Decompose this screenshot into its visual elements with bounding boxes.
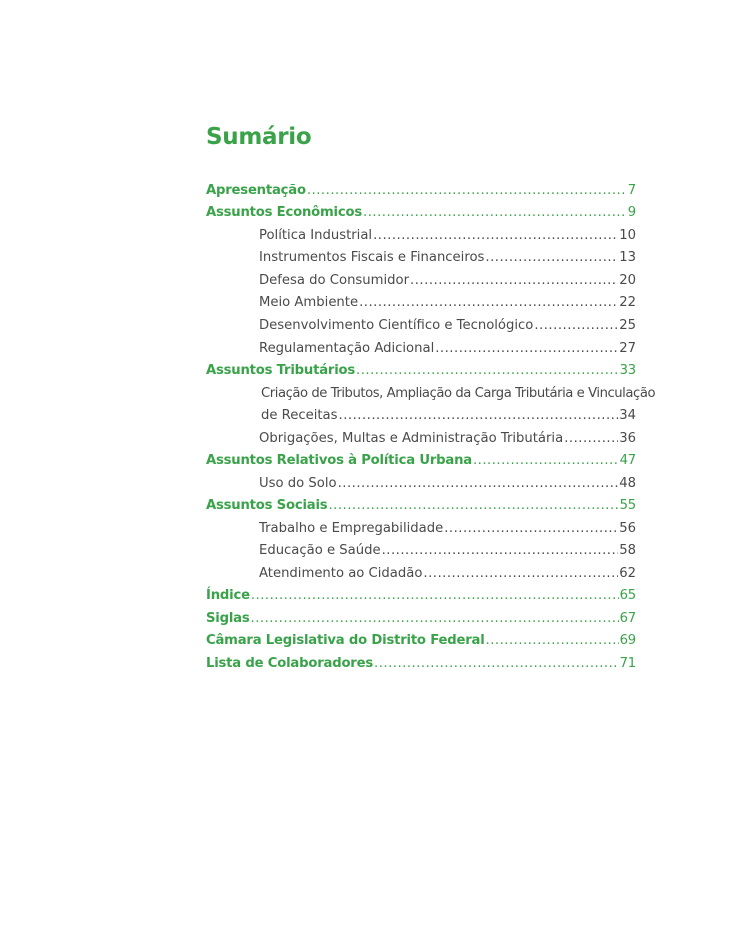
- dot-leader: [328, 497, 618, 515]
- dot-leader: [338, 475, 619, 493]
- toc-entry-label: Trabalho e Empregabilidade: [259, 521, 444, 536]
- toc-entry-label: Instrumentos Fiscais e Financeiros: [259, 250, 485, 265]
- toc-page-number: 22: [619, 295, 636, 310]
- toc-page-number: 62: [619, 566, 636, 581]
- dot-leader: [473, 452, 619, 470]
- toc-entry-defesa-consumidor[interactable]: [259, 272, 636, 290]
- toc-entry-politica-urbana[interactable]: [206, 452, 636, 470]
- page-title: Sumário: [206, 124, 312, 150]
- toc-entry-label: Regulamentação Adicional: [259, 341, 435, 356]
- toc-entry-assuntos-economicos[interactable]: [206, 204, 636, 222]
- toc-page-number: 7: [627, 183, 636, 198]
- toc-page-number: 9: [627, 205, 636, 220]
- toc-entry-label: Assuntos Econômicos: [206, 205, 363, 220]
- dot-leader: [359, 294, 618, 312]
- toc-page-number: 58: [619, 543, 636, 558]
- toc-page-number: 10: [619, 228, 636, 243]
- toc-page-number: 65: [619, 588, 636, 603]
- toc-page-number: 36: [619, 431, 636, 446]
- toc-page-number: 34: [619, 408, 636, 423]
- dot-leader: [339, 407, 619, 425]
- toc-page-number: 71: [619, 656, 636, 671]
- dot-leader: [423, 565, 618, 583]
- toc-entry-trabalho-empregabilidade[interactable]: [259, 520, 636, 538]
- toc-entry-label: Desenvolvimento Científico e Tecnológico: [259, 318, 534, 333]
- dot-leader: [251, 610, 619, 628]
- toc-entry-label: de Receitas: [261, 408, 338, 423]
- toc-page-number: 27: [619, 341, 636, 356]
- dot-leader: [534, 317, 618, 335]
- toc-page-number: 67: [619, 611, 636, 626]
- toc-entry-instrumentos-fiscais[interactable]: [259, 249, 636, 267]
- dot-leader: [374, 655, 619, 673]
- toc-entry-indice[interactable]: [206, 587, 636, 605]
- toc-page-number: 48: [619, 476, 636, 491]
- toc-page-number: 55: [619, 498, 636, 513]
- toc-entry-desenvolvimento-cientifico[interactable]: [259, 317, 636, 335]
- toc-entry-regulamentacao-adicional[interactable]: [259, 340, 636, 358]
- toc-entry-educacao-saude[interactable]: [259, 542, 636, 560]
- toc-entry-atendimento-cidadao[interactable]: [259, 565, 636, 583]
- toc-entry-assuntos-sociais[interactable]: [206, 497, 636, 515]
- toc-page-number: 20: [619, 273, 636, 288]
- dot-leader: [444, 520, 618, 538]
- toc-entry-label: Política Industrial: [259, 228, 373, 243]
- toc-page-number: 69: [619, 633, 636, 648]
- toc-page-number: 13: [619, 250, 636, 265]
- toc-entry-meio-ambiente[interactable]: [259, 294, 636, 312]
- dot-leader: [435, 340, 618, 358]
- toc-entry-lista-colaboradores[interactable]: [206, 655, 636, 673]
- toc-entry-apresentacao[interactable]: [206, 182, 636, 200]
- toc-entry-criacao-tributos-cont[interactable]: [261, 407, 636, 425]
- dot-leader: [485, 249, 618, 267]
- toc-entry-label: Assuntos Tributários: [206, 363, 356, 378]
- dot-leader: [363, 204, 627, 222]
- dot-leader: [382, 542, 619, 560]
- dot-leader: [307, 182, 627, 200]
- toc-entry-label: Índice: [206, 588, 250, 603]
- toc-entry-label: Obrigações, Multas e Administração Tributária: [259, 431, 564, 446]
- toc-entry-camara-legislativa[interactable]: [206, 632, 636, 650]
- toc-entry-obrigacoes-multas[interactable]: [259, 430, 636, 448]
- dot-leader: [410, 272, 618, 290]
- toc-page-number: 25: [619, 318, 636, 333]
- toc-entry-uso-solo[interactable]: [259, 475, 636, 493]
- toc-entry-label: Lista de Colaboradores: [206, 656, 373, 671]
- toc-entry-label: Criação de Tributos, Ampliação da Carga Tributária e Vinculação: [261, 386, 656, 401]
- toc-entry-label: Meio Ambiente: [259, 295, 359, 310]
- toc-entry-label: Câmara Legislativa do Distrito Federal: [206, 633, 485, 648]
- toc-entry-label: Apresentação: [206, 183, 306, 198]
- toc-entry-criacao-tributos[interactable]: [261, 385, 656, 403]
- toc-entry-siglas[interactable]: [206, 610, 636, 628]
- toc-entry-politica-industrial[interactable]: [259, 227, 636, 245]
- toc-entry-label: Assuntos Relativos à Política Urbana: [206, 453, 472, 468]
- dot-leader: [486, 632, 619, 650]
- toc-page-number: 47: [619, 453, 636, 468]
- toc-entry-label: Atendimento ao Cidadão: [259, 566, 423, 581]
- toc-page-number: 33: [619, 363, 636, 378]
- toc-entry-label: Siglas: [206, 611, 250, 626]
- dot-leader: [564, 430, 618, 448]
- toc-entry-label: Defesa do Consumidor: [259, 273, 410, 288]
- dot-leader: [251, 587, 619, 605]
- toc-entry-label: Assuntos Sociais: [206, 498, 328, 513]
- toc-entry-label: Uso do Solo: [259, 476, 337, 491]
- toc-entry-assuntos-tributarios[interactable]: [206, 362, 636, 380]
- toc-entry-label: Educação e Saúde: [259, 543, 381, 558]
- dot-leader: [373, 227, 618, 245]
- toc-page-number: 56: [619, 521, 636, 536]
- dot-leader: [356, 362, 619, 380]
